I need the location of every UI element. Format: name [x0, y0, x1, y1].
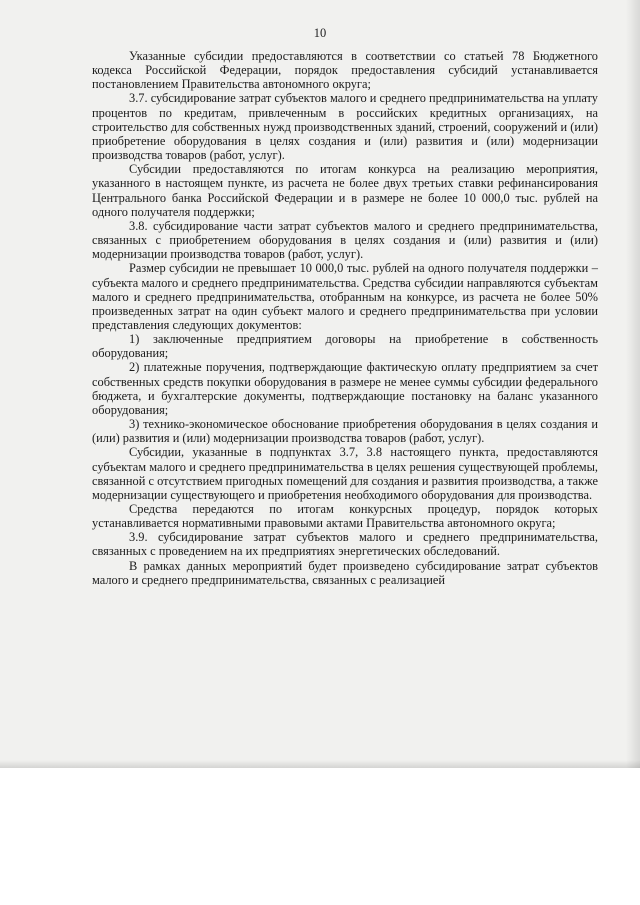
paragraph: Указанные субсидии предоставляются в соответствии со статьей 78 Бюджетного кодекса Российской Федерации, порядок предоставления субсидий устанавливается постановлением Правительства автономного округа;	[92, 49, 598, 92]
page-number: 10	[313, 26, 327, 40]
paragraph: В рамках данных мероприятий будет произведено субсидирование затрат субъектов малого и среднего предпринимательства, связанных с реализацией	[92, 558, 598, 587]
list-item-1: 1) заключенные предприятием договоры на приобретение в собственность оборудования;	[92, 332, 598, 361]
page-edge-shadow	[626, 0, 640, 768]
paragraph-3-8: 3.8. субсидирование части затрат субъектов малого и среднего предпринимательства, связанных с приобретением оборудования в целях создания и (или) развития и (или) модернизации производства товаров (работ, услуг).	[92, 218, 598, 262]
paragraph-3-9: 3.9. субсидирование затрат субъектов малого и среднего предпринимательства, связанных с проведением на их предприятиях энергетических обследований.	[92, 530, 598, 559]
page-bottom-shadow	[0, 760, 640, 768]
paragraph: Субсидии предоставляются по итогам конкурса на реализацию мероприятия, указанного в настоящем пункте, из расчета не более двух третьих ставки рефинансирования Центрального банка Российской Федерации и в размере не более 10 000,0 тыс. рублей на одного получателя поддержки;	[92, 162, 598, 219]
paragraph: Средства передаются по итогам конкурсных процедур, порядок которых устанавливается нормативными правовыми актами Правительства автономного округа;	[92, 502, 598, 531]
paragraph: Субсидии, указанные в подпунктах 3.7, 3.8 настоящего пункта, предоставляются субъектам малого и среднего предпринимательства в целях решения существующей проблемы, связанной с отсутствием пригодных помещений для создания и развития производства, а также модернизации существующего и приобретения необходимого оборудования для производства.	[92, 445, 598, 502]
list-item-3: 3) технико-экономическое обоснование приобретения оборудования в целях создания и (или) развития и (или) модернизации производства товаров (работ, услуг).	[92, 417, 598, 446]
document-body	[92, 49, 598, 587]
list-item-2: 2) платежные поручения, подтверждающие фактическую оплату предприятием за счет собственных средств покупки оборудования в размере не менее суммы субсидии федерального бюджета, и бухгалтерские документы, подтверждающие постановку на баланс указанного оборудования;	[92, 360, 598, 417]
paragraph: Размер субсидии не превышает 10 000,0 тыс. рублей на одного получателя поддержки – субъекта малого и среднего предпринимательства. Средства субсидии направляются субъектам малого и среднего предпринимательства, отобранным на конкурсе, из расчета не более 50% произведенных затрат на один субъект малого и среднего предпринимательства при условии представления следующих документов:	[92, 261, 598, 332]
paragraph-3-7: 3.7. субсидирование затрат субъектов малого и среднего предпринимательства на уплату процентов по кредитам, привлеченным в российских кредитных организациях, на строительство для собственных нужд производственных зданий, строений, сооружений и (или) приобретение оборудования в целях создания и (или) развития и (или) модернизации производства товаров (работ, услуг).	[92, 91, 598, 163]
